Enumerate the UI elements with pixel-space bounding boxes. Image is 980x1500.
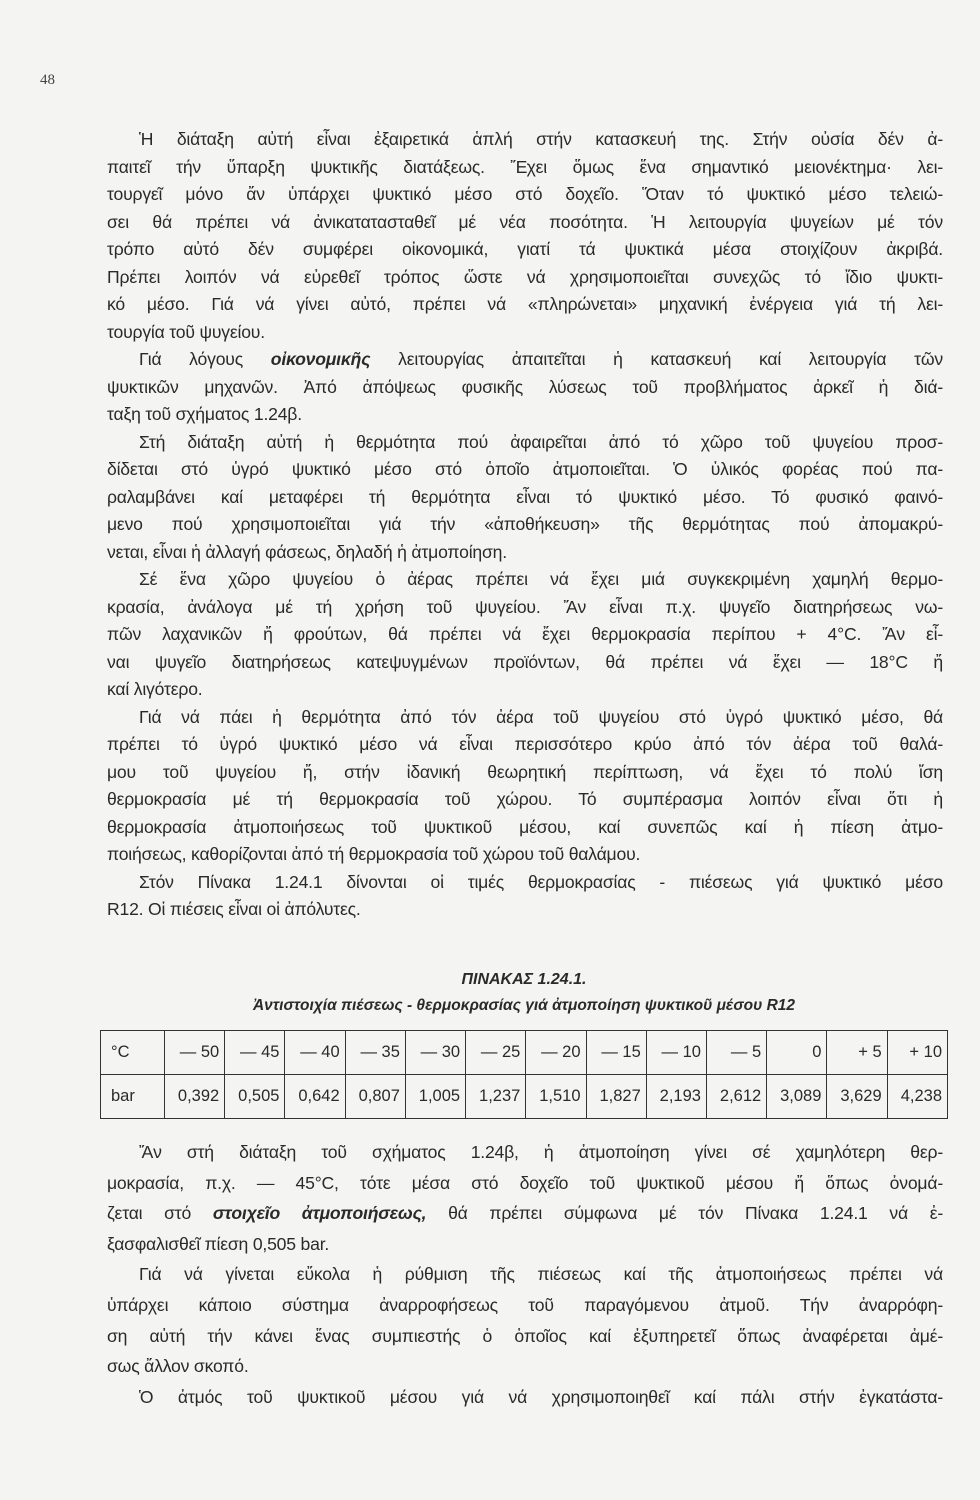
text-line: ραλαμβάνει καί μεταφέρει τή θερμότητα εἶναι τό ψυκτικό μέσο. Τό φυσικό φαινό- <box>107 486 943 507</box>
text-line: τουργία τοῦ ψυγείου. <box>107 321 265 342</box>
pressure-cell: 1,827 <box>586 1075 646 1119</box>
temperature-cell: — 5 <box>706 1031 766 1075</box>
text-line: ὑπάρχει κάποιο σύστημα ἀναρροφήσεως τοῦ παραγόμενου ἀτμοῦ. Τήν ἀναρρόφη- <box>107 1294 943 1315</box>
paragraph <box>107 1259 943 1381</box>
row-header-celsius: °C <box>101 1031 165 1075</box>
text-line: μενο πού χρησιμοποιεῖται γιά τήν «ἀποθήκευση» τῆς θερμότητας πού ἀπομακρύ- <box>107 514 943 534</box>
text-line: σως ἄλλον σκοπό. <box>107 1356 249 1377</box>
pressure-cell: 1,005 <box>405 1075 465 1119</box>
text-line: πρέπει τό ὑγρό ψυκτικό μέσο νά εἶναι περισσότερο κρύο ἀπό τόν ἀέρα τοῦ θαλά- <box>107 734 943 754</box>
text-segment: Γιά λόγους <box>139 349 271 369</box>
pressure-cell: 3,629 <box>827 1075 887 1119</box>
temperature-cell: + 10 <box>887 1031 947 1075</box>
paragraph <box>107 566 943 704</box>
text-line: ποιήσεως, καθορίζονται ἀπό τή θερμοκρασία τοῦ χώρου τοῦ θαλάμου. <box>107 844 641 864</box>
pressure-temperature-table <box>100 1030 948 1119</box>
pressure-cell: 1,510 <box>526 1075 586 1119</box>
pressure-cell: 0,642 <box>285 1075 345 1119</box>
pressure-cell: 2,193 <box>646 1075 706 1119</box>
paragraph <box>107 1137 943 1259</box>
temperature-cell: — 10 <box>646 1031 706 1075</box>
text-line: Ὁ ἀτμός τοῦ ψυκτικοῦ μέσου γιά νά χρησιμοποιηθεῖ καί πάλι στήν ἐγκατάστα- <box>139 1386 943 1407</box>
temperature-cell: — 25 <box>466 1031 526 1075</box>
paragraph <box>107 429 943 567</box>
temperature-cell: — 40 <box>285 1031 345 1075</box>
text-segment: λειτουργίας ἀπαιτεῖται ἡ κατασκευή καί λειτουργία τῶν <box>370 349 943 369</box>
text-line: θερμοκρασία μέ τή θερμοκρασία τοῦ χώρου. Τό συμπέρασμα λοιπόν εἶναι ὅτι ἡ <box>107 789 943 809</box>
text-line: σει θά πρέπει νά ἀνικατατασταθεῖ μέ νέα ποσότητα. Ἡ λειτουργία ψυγείων μέ τόν <box>107 211 943 232</box>
temperature-cell: — 45 <box>225 1031 285 1075</box>
text-line: κό μέσο. Γιά νά γίνει αὐτό, πρέπει νά «πληρώνεται» μηχανική ἐνέργεια γιά τή λει- <box>107 294 943 314</box>
text-line: τρόπο αὐτό δέν συμφέρει οἰκονομικά, γιατί τά ψυκτικά μέσα στοιχίζουν ἀκριβά. <box>107 239 943 259</box>
text-line: πῶν λαχανικῶν ἤ φρούτων, θά πρέπει νά ἔχει θερμοκρασία περίπου + 4°C. Ἄν εἶ- <box>107 624 943 644</box>
emphasized-term: οἰκονομικῆς <box>270 349 371 369</box>
temperature-cell: — 15 <box>586 1031 646 1075</box>
pressure-cell: 0,807 <box>345 1075 405 1119</box>
text-line: μου τοῦ ψυγείου ἤ, στήν ἰδανική θεωρητική περίπτωση, νά ἔχει τό πολύ ἴση <box>107 761 943 782</box>
temperature-cell: — 20 <box>526 1031 586 1075</box>
text-line: Στόν Πίνακα 1.24.1 δίνονται οἱ τιμές θερμοκρασίας - πιέσεως γιά ψυκτικό μέσο <box>139 871 943 892</box>
temperature-row <box>101 1031 948 1075</box>
text-line: κρασία, ἀνάλογα μέ τή χρήση τοῦ ψυγείου. Ἄν εἶναι π.χ. ψυγεῖο διατηρήσεως νω- <box>107 596 943 617</box>
text-segment: ζεται στό <box>107 1203 213 1224</box>
pressure-cell: 3,089 <box>767 1075 827 1119</box>
text-line: Ἡ διάταξη αὐτή εἶναι ἐξαιρετικά ἁπλή στήν κατασκευή της. Στήν οὐσία δέν ἀ- <box>139 129 943 149</box>
text-segment: θά πρέπει σύμφωνα μέ τόν Πίνακα 1.24.1 νά ἐ- <box>426 1203 943 1224</box>
text-line: Ἄν στή διάταξη τοῦ σχήματος 1.24β, ἡ ἀτμοποίηση γίνει σέ χαμηλότερη θερ- <box>139 1142 943 1162</box>
text-line: τουργεῖ μόνο ἄν ὑπάρχει ψυκτικό μέσο στό δοχεῖο. Ὅταν τό ψυκτικό μέσο τελειώ- <box>107 184 943 204</box>
table-title: ΠΙΝΑΚΑΣ 1.24.1. <box>461 971 587 988</box>
table-subtitle: Ἀντιστοιχία πιέσεως - θερμοκρασίας γιά ἀτμοποίηση ψυκτικοῦ μέσου R12 <box>252 997 795 1014</box>
text-line: δίδεται στό ὑγρό ψυκτικό μέσο στό ὁποῖο ἀτμοποιεῖται. Ὁ ὑλικός φορέας πού πα- <box>107 459 943 479</box>
row-header-bar: bar <box>101 1075 165 1119</box>
text-line: Σέ ἕνα χῶρο ψυγείου ὁ ἀέρας πρέπει νά ἔχει μιά συγκεκριμένη χαμηλή θερμο- <box>139 569 943 589</box>
temperature-cell: + 5 <box>827 1031 887 1075</box>
text-line: ψυκτικῶν μηχανῶν. Ἀπό ἀπόψεως φυσικῆς λύσεως τοῦ προβλήματος ἀρκεῖ ἡ διά- <box>107 376 943 397</box>
paragraph <box>107 346 943 429</box>
text-line: ταξη τοῦ σχήματος 1.24β. <box>107 404 302 424</box>
text-line: R12. Οἱ πιέσεις εἶναι οἱ ἀπόλυτες. <box>107 899 361 919</box>
emphasized-term: στοιχεῖο ἀτμοποιήσεως, <box>212 1203 427 1224</box>
text-line <box>107 1198 943 1229</box>
text-line: νεται, εἶναι ἡ ἀλλαγή φάσεως, δηλαδή ἡ ἀτμοποίηση. <box>107 541 507 562</box>
pressure-cell: 4,238 <box>887 1075 947 1119</box>
pressure-cell: 0,392 <box>165 1075 225 1119</box>
text-line: Γιά νά γίνεται εὔκολα ἡ ρύθμιση τῆς πιέσεως καί τῆς ἀτμοποιήσεως πρέπει νά <box>139 1264 943 1285</box>
temperature-cell: — 50 <box>165 1031 225 1075</box>
page-number: 48 <box>40 72 55 88</box>
temperature-cell: 0 <box>767 1031 827 1075</box>
text-line: μοκρασία, π.χ. — 45°C, τότε μέσα στό δοχεῖο τοῦ ψυκτικοῦ μέσου ἤ ὅπως ὀνομά- <box>107 1172 943 1193</box>
text-line: Γιά νά πάει ἡ θερμότητα ἀπό τόν ἀέρα τοῦ ψυγείου στό ὑγρό ψυκτικό μέσο, θά <box>139 706 943 727</box>
pressure-cell: 2,612 <box>706 1075 766 1119</box>
paragraph <box>107 869 943 924</box>
pressure-row <box>101 1075 948 1119</box>
text-line: παιτεῖ τήν ὕπαρξη ψυκτικῆς διατάξεως. Ἔχει ὅμως ἕνα σημαντικό μειονέκτημα· λει- <box>107 156 943 177</box>
body-text-top <box>107 126 943 924</box>
paragraph <box>107 1382 943 1413</box>
text-line: καί λιγότερο. <box>107 679 203 699</box>
paragraph <box>107 126 943 346</box>
paragraph <box>107 704 943 869</box>
pressure-cell: 1,237 <box>466 1075 526 1119</box>
text-line: ναι ψυγεῖο διατηρήσεως κατεψυγμένων προϊόντων, θά πρέπει νά ἔχει — 18°C ἤ <box>107 651 943 672</box>
pressure-cell: 0,505 <box>225 1075 285 1119</box>
text-line: ση αὐτή τήν κάνει ἕνας συμπιεστής ὁ ὁποῖος καί ἐξυπηρετεῖ ὅπως ἀναφέρεται ἀμέ- <box>107 1325 943 1346</box>
text-line: Στή διάταξη αὐτή ἡ θερμότητα πού ἀφαιρεῖται ἀπό τό χῶρο τοῦ ψυγείου προσ- <box>139 431 943 452</box>
temperature-cell: — 35 <box>345 1031 405 1075</box>
text-line: Πρέπει λοιπόν νά εὑρεθεῖ τρόπος ὥστε νά χρησιμοποιεῖται συνεχῶς τό ἴδιο ψυκτι- <box>107 266 943 287</box>
text-line: θερμοκρασία ἀτμοποιήσεως τοῦ ψυκτικοῦ μέσου, καί συνεπῶς καί ἡ πίεση ἀτμο- <box>107 816 943 837</box>
temperature-cell: — 30 <box>405 1031 465 1075</box>
text-line <box>107 346 943 374</box>
text-line: ξασφαλισθεῖ πίεση 0,505 bar. <box>107 1233 330 1254</box>
body-text-bottom <box>107 1137 943 1412</box>
